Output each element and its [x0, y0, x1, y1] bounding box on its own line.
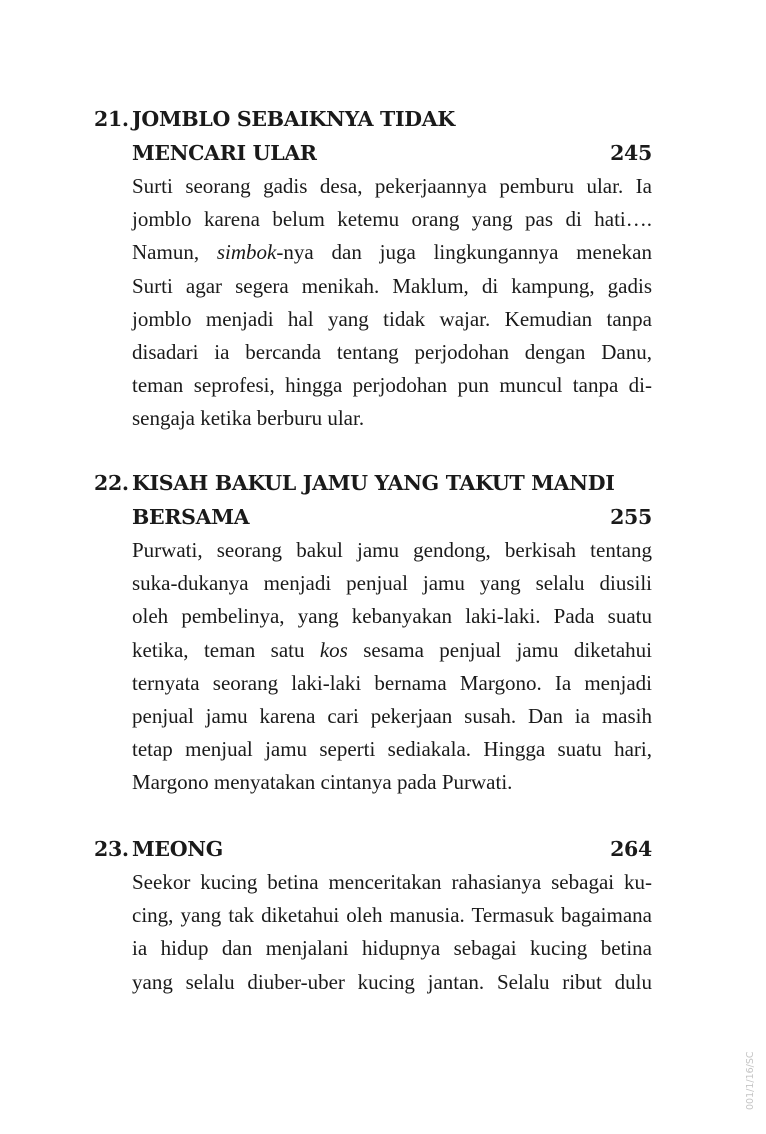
entry-number: 21.	[94, 107, 129, 131]
synopsis-line: oleh pembelinya, yang kebanyakan laki-laki. Pada suatu	[132, 604, 652, 629]
entry-title: KISAH BAKUL JAMU YANG TAKUT MANDI	[132, 471, 615, 495]
entry-title-continued: MENCARI ULAR	[132, 141, 317, 165]
synopsis-line: Namun, simbok-nya dan juga lingkungannya menekan	[132, 240, 652, 265]
entry-heading-line	[94, 500, 654, 534]
italic-term: simbok	[216, 240, 277, 265]
italic-term: kos	[319, 637, 348, 662]
entry-page-number: 255	[610, 505, 652, 529]
entry-heading-line	[94, 136, 654, 170]
synopsis-line: cing, yang tak diketahui oleh manusia. Termasuk bagaimana	[132, 903, 652, 928]
synopsis-line: suka-dukanya menjadi penjual jamu yang selalu diusili	[132, 571, 652, 596]
entry-title-continued: BERSAMA	[132, 505, 250, 529]
entry-synopsis	[132, 170, 652, 436]
synopsis-line: yang selalu diuber-uber kucing jantan. Selalu ribut dulu	[132, 969, 652, 994]
entry-number: 22.	[94, 471, 129, 495]
toc-entry-22	[94, 466, 654, 800]
synopsis-line: sengaja ketika berburu ular.	[132, 406, 365, 431]
synopsis-line: Margono menyatakan cintanya pada Purwati.	[132, 770, 513, 795]
entry-page-number: 245	[610, 141, 652, 165]
synopsis-line: ketika, teman satu kos sesama penjual jamu diketahui	[132, 637, 652, 662]
synopsis-line: ia hidup dan menjalani hidupnya sebagai kucing betina	[132, 936, 652, 961]
entry-heading-line	[94, 832, 654, 866]
entry-number: 23.	[94, 837, 129, 861]
toc-entry-23	[94, 832, 654, 999]
synopsis-line: tetap menjual jamu seperti sediakala. Hingga suatu hari,	[132, 737, 652, 762]
entry-title: MEONG	[132, 837, 223, 861]
synopsis-line: jomblo karena belum ketemu orang yang pas di hati….	[132, 207, 652, 232]
synopsis-line: Surti agar segera menikah. Maklum, di kampung, gadis	[132, 273, 652, 298]
synopsis-line: Seekor kucing betina menceritakan rahasianya sebagai ku-	[132, 870, 652, 894]
entry-synopsis	[132, 534, 652, 800]
synopsis-line: Purwati, seorang bakul jamu gendong, berkisah tentang	[132, 538, 652, 562]
entry-title: JOMBLO SEBAIKNYA TIDAK	[132, 107, 455, 131]
entry-synopsis	[132, 866, 652, 999]
synopsis-line: disadari ia bercanda tentang perjodohan dengan Danu,	[132, 339, 652, 364]
entry-heading-line	[94, 466, 654, 500]
entry-page-number: 264	[610, 837, 652, 861]
entry-heading-line	[94, 102, 654, 136]
synopsis-line: Surti seorang gadis desa, pekerjaannya pemburu ular. Ia	[132, 174, 652, 198]
synopsis-line: jomblo menjadi hal yang tidak wajar. Kemudian tanpa	[132, 306, 652, 331]
synopsis-line: penjual jamu karena cari pekerjaan susah. Dan ia masih	[132, 703, 652, 728]
toc-entry-21	[94, 102, 654, 436]
synopsis-line: teman seprofesi, hingga perjodohan pun muncul tanpa di-	[132, 373, 652, 398]
scan-stamp: 001/1/16/SC	[745, 1051, 756, 1110]
synopsis-line: ternyata seorang laki-laki bernama Margono. Ia menjadi	[132, 670, 652, 695]
